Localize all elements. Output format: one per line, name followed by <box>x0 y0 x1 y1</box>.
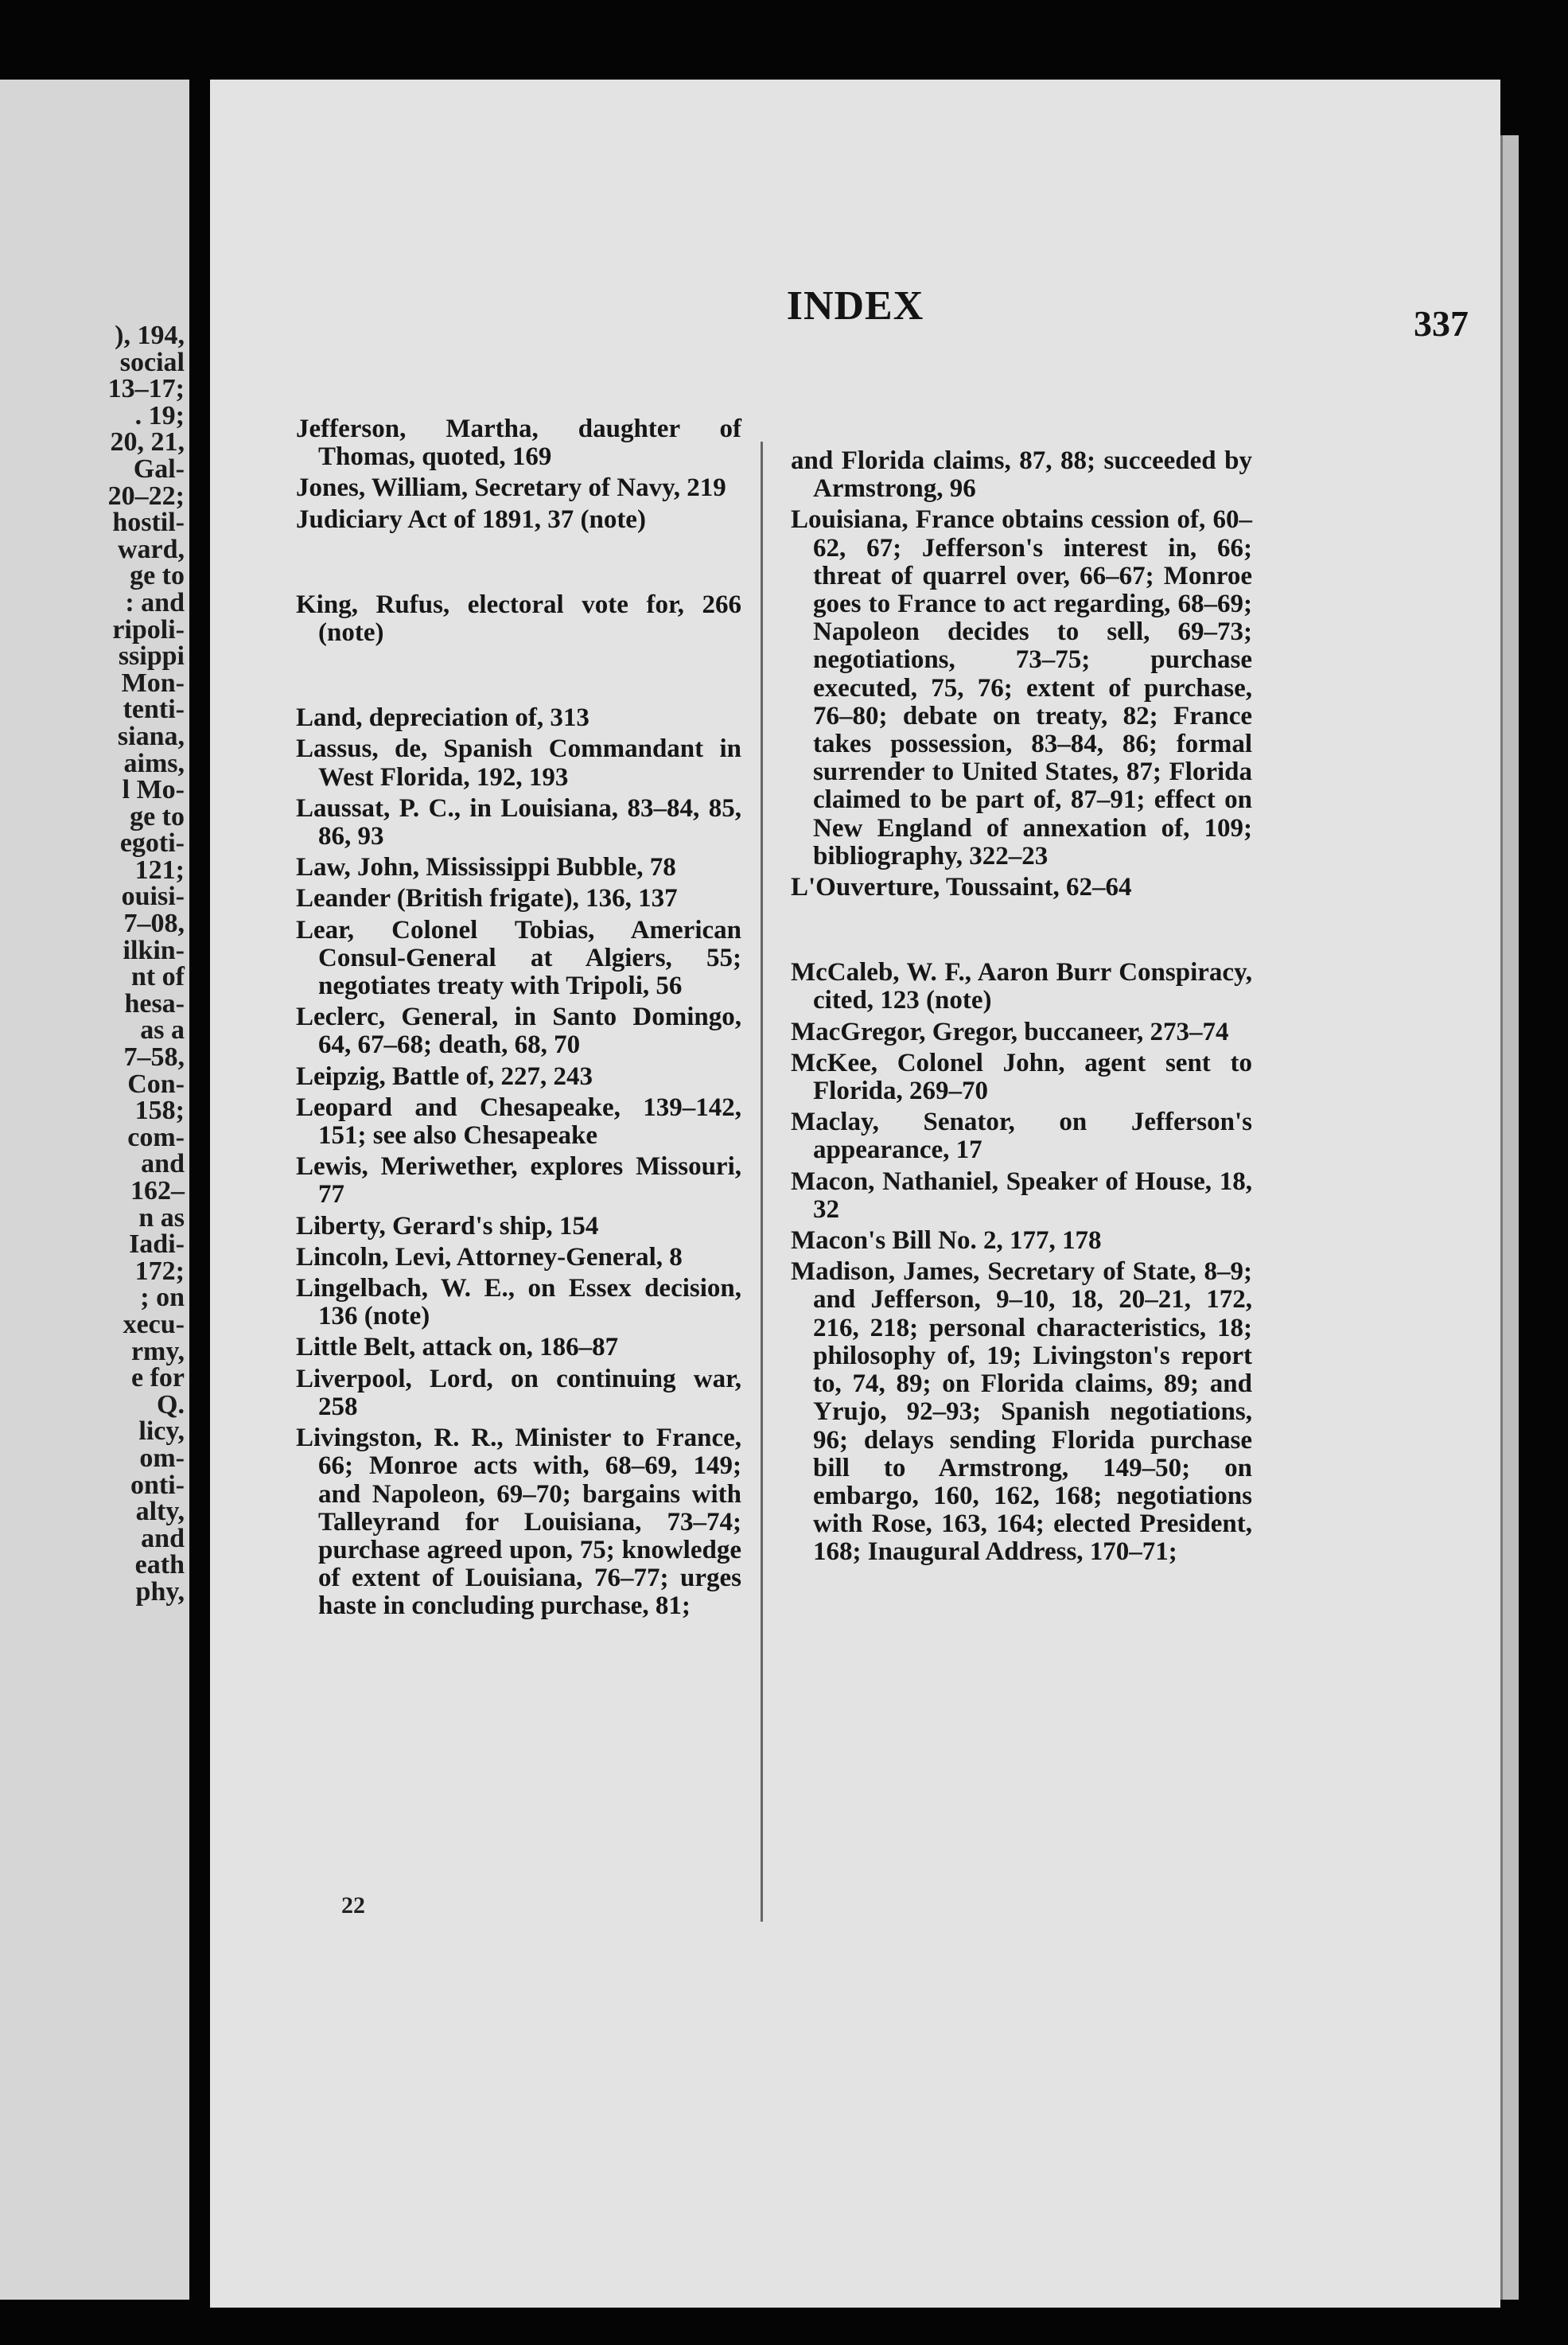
index-entry: Leclerc, General, in Santo Domingo, 64, 67–68; death, 68, 70 <box>296 1003 741 1060</box>
fragment-line: rmy, <box>130 1336 185 1366</box>
fragment-line: 7–08, <box>123 909 185 939</box>
fragment-line: hostil- <box>112 508 185 538</box>
fragment-line: ge to <box>130 801 185 832</box>
fragment-line: ward, <box>117 534 185 564</box>
page-title: INDEX <box>786 283 924 329</box>
index-entry: Louisiana, France obtains cession of, 60–62, 67; Jefferson's interest in, 66; threat of quarrel over, 66–67; Monroe goes to France to act regarding, 68–69; Napoleon decides to sell, 69–73; negotiations, 73–75; purchase executed, 75, 76; extent of purchase, 76–80; debate on treaty, 82; France takes possession, 83–84, 86; formal surrender to United States, 87; Florida claimed to be part of, 87–91; effect on New England of annexation of, 109; bibliography, 322–23 <box>791 505 1252 871</box>
fragment-line: nt of <box>130 962 185 992</box>
index-entry: Laussat, P. C., in Louisiana, 83–84, 85, 86, 93 <box>296 793 741 851</box>
index-entry: L'Ouverture, Toussaint, 62–64 <box>791 873 1132 902</box>
letter-gap <box>296 650 741 704</box>
index-entry: Liverpool, Lord, on continuing war, 258 <box>296 1364 741 1421</box>
fragment-line: 172; <box>134 1256 185 1286</box>
index-entry: McCaleb, W. F., Aaron Burr Conspiracy, cited, 123 (note) <box>791 958 1252 1015</box>
fragment-line: Mon- <box>121 668 185 698</box>
letter-gap <box>791 905 1252 959</box>
fragment-line: 13–17; <box>107 374 185 404</box>
fragment-line: l Mo- <box>122 775 185 805</box>
index-entry: Little Belt, attack on, 186–87 <box>296 1333 619 1362</box>
index-entry: King, Rufus, electoral vote for, 266 (note) <box>296 590 741 648</box>
previous-page-fragment <box>0 80 189 2300</box>
previous-page-text <box>108 322 185 1606</box>
index-entry: Land, depreciation of, 313 <box>296 703 589 733</box>
index-entry: Jefferson, Martha, daughter of Thomas, quoted, 169 <box>296 415 741 472</box>
index-entry: Maclay, Senator, on Jefferson's appearance, 17 <box>791 1108 1252 1165</box>
signature-mark: 22 <box>341 1892 365 1918</box>
fragment-line: onti- <box>130 1470 185 1500</box>
fragment-line: social <box>119 347 185 377</box>
fragment-line: : and <box>125 587 185 617</box>
fragment-line: e for <box>130 1363 185 1393</box>
index-entry: Leopard and Chesapeake, 139–142, 151; see also Chesapeake <box>296 1093 741 1151</box>
index-entry: Lewis, Meriwether, explores Missouri, 77 <box>296 1152 741 1210</box>
index-entry: Macon, Nathaniel, Speaker of House, 18, 32 <box>791 1167 1252 1224</box>
index-entry: and Florida claims, 87, 88; succeeded by Armstrong, 96 <box>791 446 1252 504</box>
fragment-line: ; on <box>140 1283 185 1313</box>
index-entry: Liberty, Gerard's ship, 154 <box>296 1211 599 1241</box>
fragment-line: and <box>141 1523 185 1553</box>
fragment-line: tenti- <box>123 695 185 725</box>
fragment-line: om- <box>139 1443 185 1473</box>
index-entry: Lincoln, Levi, Attorney-General, 8 <box>296 1242 683 1272</box>
index-entry: Lassus, de, Spanish Commandant in West Florida, 192, 193 <box>296 734 741 792</box>
page-edge <box>1500 135 1519 2300</box>
index-entry: Madison, James, Secretary of State, 8–9; and Jefferson, 9–10, 18, 20–21, 172, 216, 218; personal characteristics, 18; philosophy of, 19; Livingston's report to, 74, 89; on Florida claims, 89; and Yrujo, 92–93; Spanish negotiations, 96; delays sending Florida purchase bill to Armstrong, 149–50; on embargo, 160, 162, 168; negotiations with Rose, 163, 164; elected President, 168; Inaugural Address, 170–71; <box>791 1257 1252 1567</box>
index-entry: Jones, William, Secretary of Navy, 219 <box>296 473 726 503</box>
fragment-line: and <box>141 1149 185 1179</box>
fragment-line: com- <box>127 1122 185 1152</box>
fragment-line: Gal- <box>133 454 185 484</box>
index-entry: Lear, Colonel Tobias, American Consul-General at Algiers, 55; negotiates treaty with Tripoli, 56 <box>296 915 741 1001</box>
fragment-line: 20, 21, <box>110 427 185 458</box>
letter-gap <box>296 537 741 591</box>
fragment-line: ouisi- <box>121 882 185 912</box>
fragment-line: as a <box>140 1015 185 1046</box>
fragment-line: 162– <box>130 1176 185 1206</box>
fragment-line: Con- <box>127 1069 185 1099</box>
fragment-line: ge to <box>130 561 185 591</box>
book-gutter <box>189 80 210 2300</box>
fragment-line: n as <box>138 1202 185 1233</box>
index-entry: Law, John, Mississippi Bubble, 78 <box>296 853 676 882</box>
fragment-line: ripoli- <box>112 614 185 645</box>
fragment-line: ilkin- <box>123 935 185 965</box>
fragment-line: hesa- <box>124 988 185 1019</box>
index-entry: Judiciary Act of 1891, 37 (note) <box>296 504 646 534</box>
fragment-line: phy, <box>135 1576 185 1607</box>
fragment-line: xecu- <box>123 1309 185 1339</box>
fragment-line: licy, <box>138 1416 185 1447</box>
fragment-line: . 19; <box>134 400 185 430</box>
fragment-line: alty, <box>135 1497 185 1527</box>
index-entry: Macon's Bill No. 2, 177, 178 <box>791 1226 1102 1256</box>
fragment-line: ), 194, <box>115 321 185 350</box>
fragment-line: Iadi- <box>129 1229 185 1260</box>
fragment-line: egoti- <box>119 828 185 859</box>
index-column-left <box>296 415 741 1624</box>
fragment-line: 7–58, <box>123 1042 185 1073</box>
fragment-line: 121; <box>134 855 185 885</box>
index-column-right <box>791 447 1252 1570</box>
page-number: 337 <box>1414 303 1469 344</box>
fragment-line: 20–22; <box>107 481 185 511</box>
column-divider <box>761 442 763 1922</box>
index-entry: Livingston, R. R., Minister to France, 66; Monroe acts with, 68–69, 149; and Napoleon, 69–70; bargains with Talleyrand for Louisiana, 73–74; purchase agreed upon, 75; knowledge of extent of Louisiana, 76–77; urges haste in concluding purchase, 81; <box>296 1424 741 1621</box>
fragment-line: Q. <box>157 1389 185 1420</box>
fragment-line: 158; <box>134 1096 185 1126</box>
index-entry: Leipzig, Battle of, 227, 243 <box>296 1061 593 1091</box>
index-page <box>210 80 1500 2308</box>
index-entry: McKee, Colonel John, agent sent to Florida, 269–70 <box>791 1048 1252 1106</box>
fragment-line: eath <box>134 1550 185 1580</box>
index-entry: MacGregor, Gregor, buccaneer, 273–74 <box>791 1017 1229 1046</box>
fragment-line: siana, <box>117 721 185 751</box>
index-entry: Lingelbach, W. E., on Essex decision, 136 (note) <box>296 1274 741 1331</box>
index-entry: Leander (British frigate), 136, 137 <box>296 884 678 913</box>
fragment-line: ssippi <box>118 641 185 672</box>
fragment-line: aims, <box>123 748 185 778</box>
